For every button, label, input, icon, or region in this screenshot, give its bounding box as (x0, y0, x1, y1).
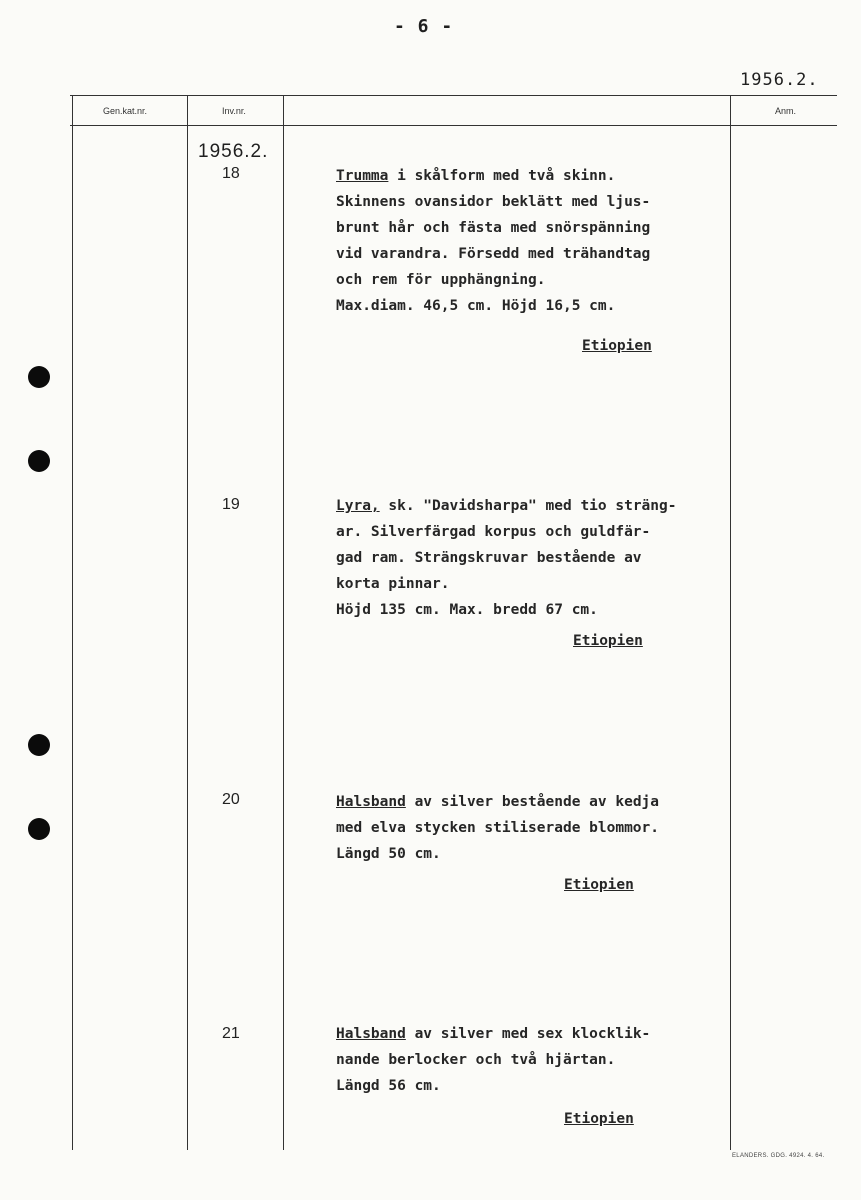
header-rule (70, 125, 837, 126)
description-line: Skinnens ovansidor beklätt med ljus- (336, 194, 651, 210)
description-line: Längd 50 cm. (336, 846, 441, 862)
column-header-inv-nr: Inv.nr. (222, 106, 246, 116)
description-line (336, 1021, 650, 1047)
column-divider-inv (187, 95, 188, 1150)
description-line: Max.diam. 46,5 cm. Höjd 16,5 cm. (336, 298, 616, 314)
origin-label: Etiopien (564, 1111, 634, 1127)
origin-label: Etiopien (573, 633, 643, 649)
entry-number: 21 (222, 1025, 240, 1042)
page-number: - 6 - (394, 16, 454, 37)
origin-label: Etiopien (564, 877, 634, 893)
entry-number: 20 (222, 791, 240, 808)
description-text: av silver med sex klocklik- (405, 1026, 651, 1042)
accession-header: 1956.2. (740, 70, 819, 90)
entry-number: 19 (222, 496, 240, 513)
column-divider-anm (730, 95, 731, 1150)
description-line: med elva stycken stiliserade blommor. (336, 820, 660, 836)
description-text: av silver bestående av kedja (405, 794, 660, 810)
column-header-gen-kat-nr: Gen.kat.nr. (103, 106, 148, 116)
punch-hole (28, 818, 50, 840)
punch-hole (28, 734, 50, 756)
printer-imprint: ELANDERS. GDG. 4924. 4. 64. (732, 1153, 825, 1159)
entry-description (336, 493, 676, 623)
description-text: sk. "Davidsharpa" med tio sträng- (379, 498, 677, 514)
entry-description (336, 789, 659, 867)
description-line (336, 789, 659, 815)
column-header-anm: Anm. (775, 106, 797, 116)
punch-hole (28, 450, 50, 472)
top-rule (70, 95, 837, 96)
entry-description (336, 1021, 650, 1099)
column-divider-desc (283, 95, 284, 1150)
entry-number: 18 (222, 165, 240, 182)
column-divider-left (72, 95, 73, 1150)
punch-hole (28, 366, 50, 388)
entry-description (336, 163, 650, 319)
description-line: korta pinnar. (336, 576, 450, 592)
object-title: Halsband (336, 794, 406, 810)
description-line: gad ram. Strängskruvar bestående av (336, 550, 642, 566)
description-text: i skålform med två skinn. (388, 168, 616, 184)
description-line: Höjd 135 cm. Max. bredd 67 cm. (336, 602, 598, 618)
description-line: och rem för upphängning. (336, 272, 546, 288)
description-line: brunt hår och fästa med snörspänning (336, 220, 651, 236)
description-line: nande berlocker och två hjärtan. (336, 1052, 616, 1068)
inventory-group-number: 1956.2. (198, 141, 269, 162)
description-line: Längd 56 cm. (336, 1078, 441, 1094)
description-line (336, 493, 676, 519)
description-line: vid varandra. Försedd med trähandtag (336, 246, 651, 262)
object-title: Lyra, (336, 498, 380, 514)
object-title: Halsband (336, 1026, 406, 1042)
origin-label: Etiopien (582, 338, 652, 354)
description-line (336, 163, 650, 189)
object-title: Trumma (336, 168, 389, 184)
description-line: ar. Silverfärgad korpus och guldfär- (336, 524, 651, 540)
